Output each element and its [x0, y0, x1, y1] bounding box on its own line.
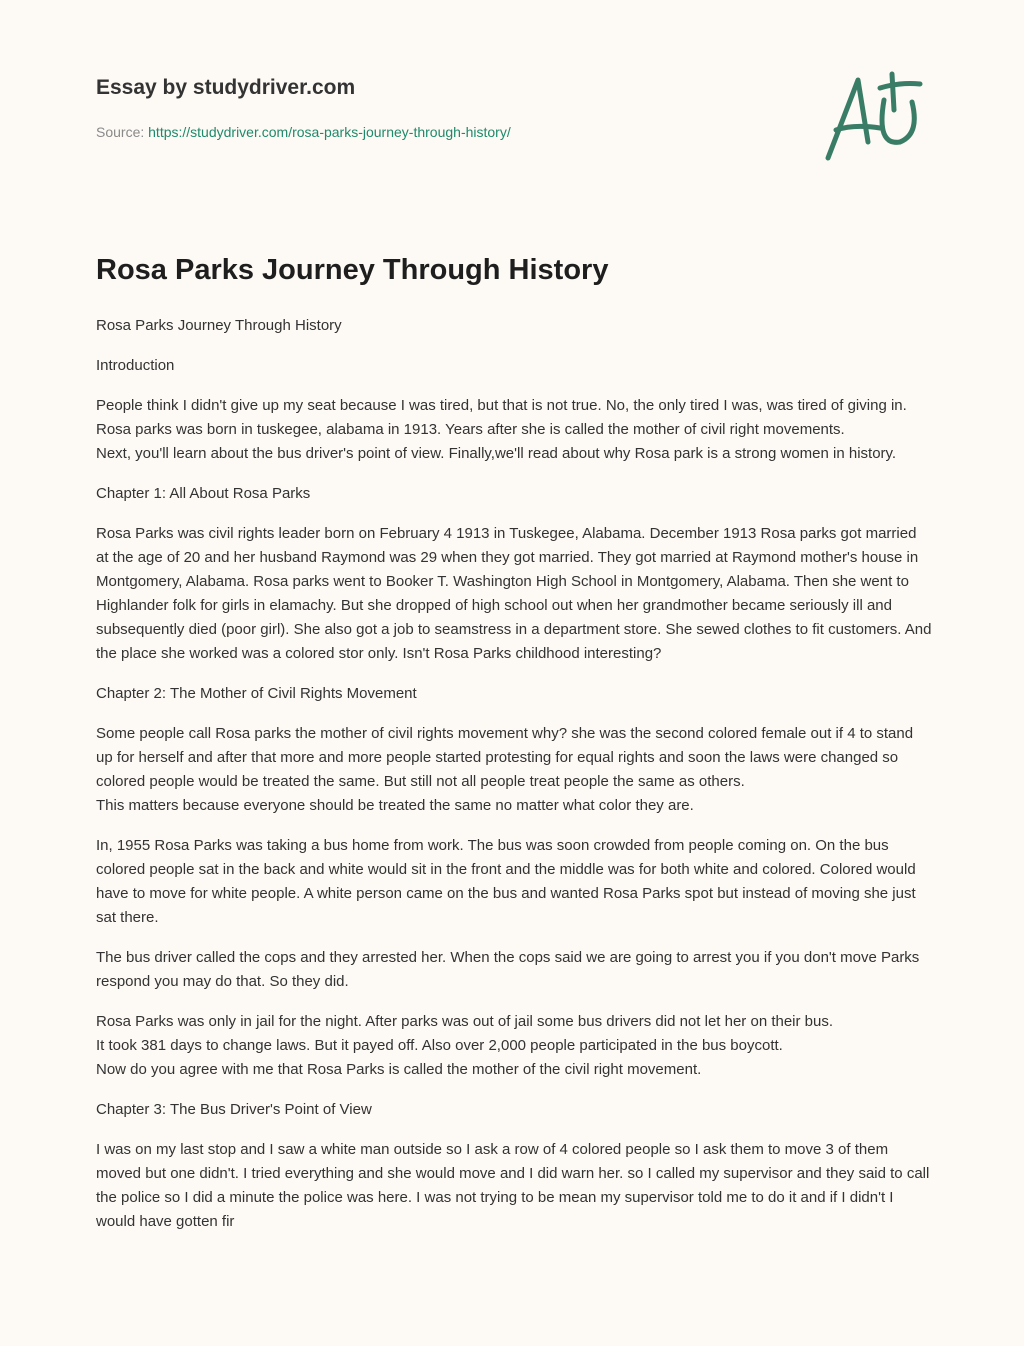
essay-paragraph: [96, 394, 932, 466]
paragraph-text: Some people call Rosa parks the mother of civil rights movement why? she was the second colored female out if 4 to stand up for herself and after that more and more people started protesting for equal rights and soon the laws were changed so colored people would be treated the same. But still not all people treat people the same as others.: [96, 725, 914, 790]
paragraph-text: In, 1955 Rosa Parks was taking a bus home from work. The bus was soon crowded from people coming on. On the bus colored people sat in the back and white would sit in the front and the middle was for both white and colored. Colored would have to move for white people. A white person came on the bus and wanted Rosa Parks spot but instead of moving she just sat there.: [96, 837, 916, 926]
paragraph-text: Rosa Parks was only in jail for the night. After parks was out of jail some bus drivers did not let her on their bus.: [96, 1013, 834, 1030]
essay-paragraph: [96, 834, 932, 930]
paragraph-text: Now do you agree with me that Rosa Parks is called the mother of the civil right movement.: [96, 1061, 702, 1078]
paragraph-text: This matters because everyone should be treated the same no matter what color they are.: [96, 797, 694, 814]
essay-paragraph: [96, 482, 932, 506]
site-brand: Essay by studydriver.com: [96, 76, 356, 99]
paragraph-text: Chapter 1: All About Rosa Parks: [96, 485, 311, 502]
paragraph-text: People think I didn't give up my seat because I was tired, but that is not true. No, the only tired I was, was tired of giving in. Rosa parks was born in tuskegee, alabama in 1913. Years after she is called the mother of civil right movements.: [96, 397, 907, 438]
paragraph-text: The bus driver called the cops and they arrested her. When the cops said we are going to arrest you if you don't move Parks respond you may do that. So they did.: [96, 949, 920, 990]
paragraph-text: Next, you'll learn about the bus driver's point of view. Finally,we'll read about why Rosa park is a strong women in history.: [96, 445, 897, 462]
essay-paragraph: [96, 354, 932, 378]
source-line: [96, 124, 511, 140]
source-label: Source:: [96, 124, 145, 140]
paragraph-text: Rosa Parks was civil rights leader born on February 4 1913 in Tuskegee, Alabama. December 1913 Rosa parks got married at the age of 20 and her husband Raymond was 29 when they got married. They got married at Raymond mother's house in Montgomery, Alabama. Rosa parks went to Booker T. Washington High School in Montgomery, Alabama. Then she went to Highlander folk for girls in elamachy. But she dropped of high school out when her grandmother became seriously ill and subsequently died (poor girl). She also got a job to seamstress in a department store. She sewed clothes to fit customers. And the place she worked was a colored stor only. Isn't Rosa Parks childhood interesting?: [96, 525, 932, 662]
paragraph-text: I was on my last stop and I saw a white man outside so I ask a row of 4 colored people so I ask them to move 3 of them moved but one didn't. I tried everything and she would move and I did warn her. so I called my supervisor and they said to call the police so I did a minute the police was here. I was not trying to be mean my supervisor told me to do it and if I didn't I would have gotten fir: [96, 1141, 930, 1230]
source-link[interactable]: https://studydriver.com/rosa-parks-journey-through-history/: [148, 124, 511, 140]
essay-body: [96, 314, 932, 1250]
paragraph-text: It took 381 days to change laws. But it payed off. Also over 2,000 people participated in the bus boycott.: [96, 1037, 783, 1054]
essay-paragraph: [96, 1010, 932, 1082]
a-plus-logo-icon: [820, 68, 930, 164]
essay-paragraph: [96, 1098, 932, 1122]
essay-paragraph: [96, 314, 932, 338]
page-title: Rosa Parks Journey Through History: [96, 254, 609, 286]
essay-paragraph: [96, 946, 932, 994]
essay-paragraph: [96, 722, 932, 818]
essay-paragraph: [96, 682, 932, 706]
essay-paragraph: [96, 1138, 932, 1234]
paragraph-text: Introduction: [96, 357, 175, 374]
paragraph-text: Rosa Parks Journey Through History: [96, 317, 342, 334]
paragraph-text: Chapter 2: The Mother of Civil Rights Movement: [96, 685, 417, 702]
paragraph-text: Chapter 3: The Bus Driver's Point of View: [96, 1101, 372, 1118]
essay-paragraph: [96, 522, 932, 666]
